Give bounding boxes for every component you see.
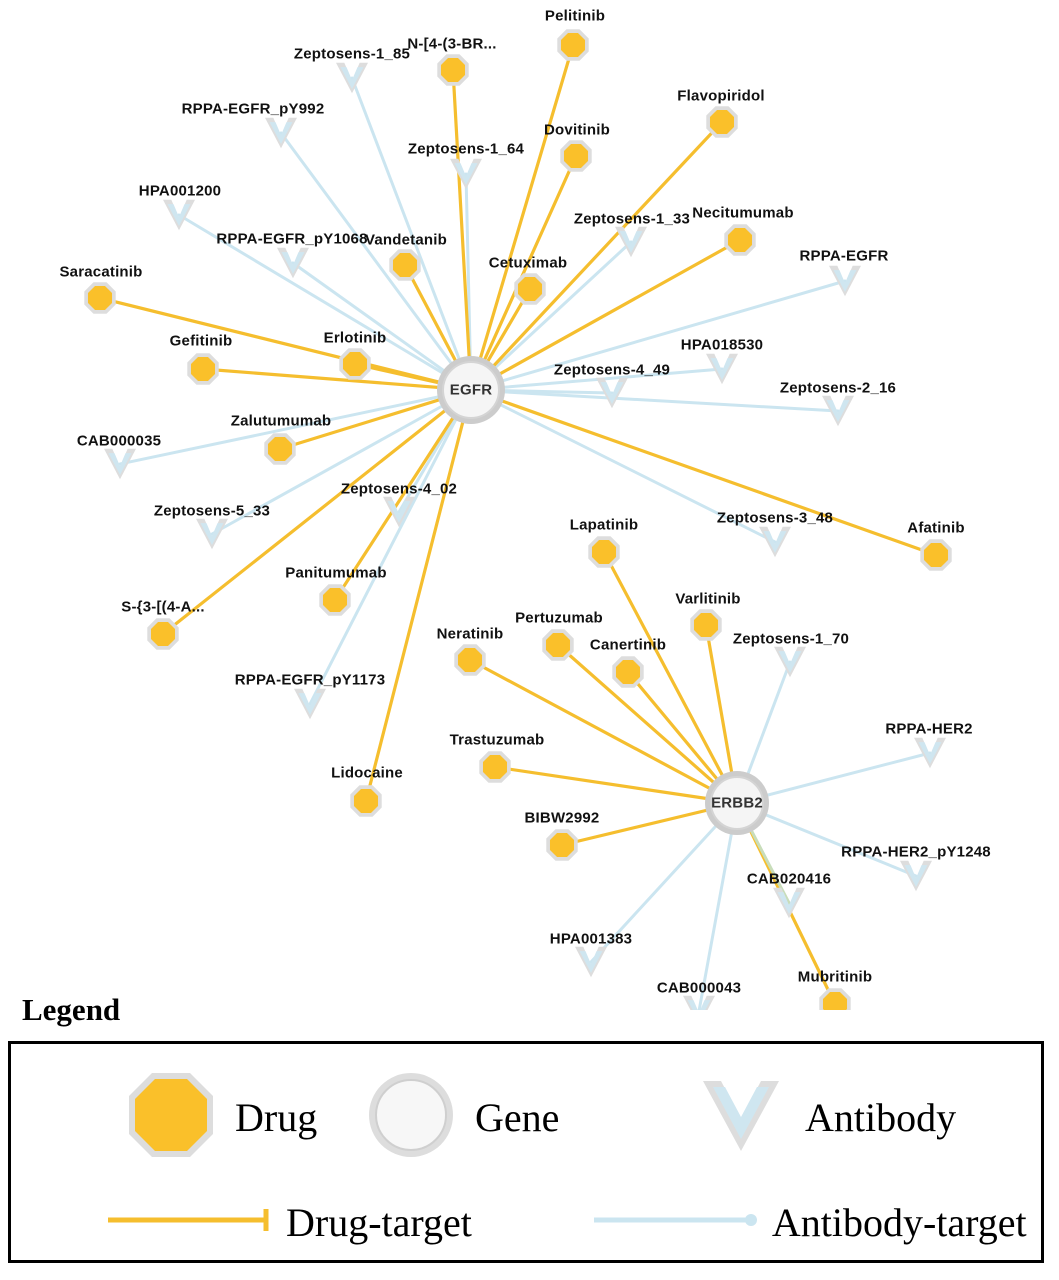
node-label: Pertuzumab <box>515 609 603 627</box>
node-label: RPPA-EGFR <box>799 247 889 265</box>
node-label: EGFR <box>449 381 493 399</box>
node-label: RPPA-EGFR_pY1173 <box>234 671 386 689</box>
node-label: Erlotinib <box>323 329 387 347</box>
legend-item-antibody <box>691 1065 1021 1170</box>
node-label: Gefitinib <box>169 332 233 350</box>
node-label: Zeptosens-4_02 <box>340 480 458 498</box>
legend-item-drug-target <box>106 1199 472 1246</box>
node-label: Neratinib <box>436 625 504 643</box>
node-label: Flavopiridol <box>677 87 765 105</box>
drug-target-edge-icon <box>106 1205 276 1240</box>
legend-item-antibody-target <box>592 1199 1027 1246</box>
node-label: HPA001383 <box>549 930 633 948</box>
node-label: Zeptosens-4_49 <box>553 361 671 379</box>
legend-item-drug <box>31 1065 361 1170</box>
node-label: CAB020416 <box>746 870 832 888</box>
drug-octagon-icon <box>121 1065 221 1170</box>
node-label: Lapatinib <box>569 516 639 534</box>
antibody-chevron-icon <box>691 1065 791 1170</box>
node-label: Zalutumumab <box>230 412 332 430</box>
node-label: Vandetanib <box>364 231 448 249</box>
legend-box <box>8 1041 1044 1263</box>
node-label: Zeptosens-1_33 <box>573 210 691 228</box>
node-label: Dovitinib <box>544 121 610 139</box>
node-label: HPA018530 <box>680 336 764 354</box>
node-label: Zeptosens-2_16 <box>779 379 897 397</box>
node-label: Lidocaine <box>331 764 403 782</box>
node-label: RPPA-EGFR_pY1068 <box>216 230 368 248</box>
node-label: RPPA-HER2_pY1248 <box>841 843 991 861</box>
node-label: CAB000035 <box>76 432 162 450</box>
node-label: Saracatinib <box>59 263 143 281</box>
node-label: S-{3-[(4-A... <box>121 598 205 616</box>
node-label: Cetuximab <box>488 254 568 272</box>
gene-circle-icon <box>361 1065 461 1170</box>
node-label: Mubritinib <box>797 968 873 986</box>
node-label: Zeptosens-1_64 <box>407 140 525 158</box>
node-label: ERBB2 <box>711 794 763 812</box>
node-label: Zeptosens-5_33 <box>153 502 271 520</box>
node-label: Zeptosens-1_85 <box>293 45 411 63</box>
node-label: Afatinib <box>907 519 965 537</box>
node-label: Necitumumab <box>692 204 794 222</box>
node-label: CAB000043 <box>656 979 742 997</box>
node-label: Zeptosens-3_48 <box>716 509 834 527</box>
legend-edges-row <box>11 1192 1041 1252</box>
node-label: Trastuzumab <box>449 731 545 749</box>
node-label: RPPA-EGFR_pY992 <box>181 100 325 118</box>
node-label: Zeptosens-1_70 <box>732 630 850 648</box>
legend-label-drug-target: Drug-target <box>286 1199 472 1245</box>
node-label: N-[4-(3-BR... <box>407 35 497 53</box>
node-label: Panitumumab <box>285 564 387 582</box>
node-label: HPA001200 <box>138 182 222 200</box>
node-label: RPPA-HER2 <box>885 720 973 738</box>
node-label: Canertinib <box>589 636 667 654</box>
node-label: Pelitinib <box>544 7 606 25</box>
legend-label-gene: Gene <box>475 1094 560 1140</box>
node-label: BIBW2992 <box>524 809 600 827</box>
antibody-target-edge-icon <box>592 1205 762 1240</box>
node-label: Varlitinib <box>675 590 741 608</box>
legend-title: Legend <box>22 992 121 1027</box>
legend-shapes-row <box>11 1062 1041 1172</box>
legend-label-drug: Drug <box>235 1094 318 1140</box>
legend-label-antibody: Antibody <box>805 1094 957 1140</box>
legend-label-antibody-target: Antibody-target <box>771 1199 1027 1245</box>
legend-item-gene <box>361 1065 691 1170</box>
